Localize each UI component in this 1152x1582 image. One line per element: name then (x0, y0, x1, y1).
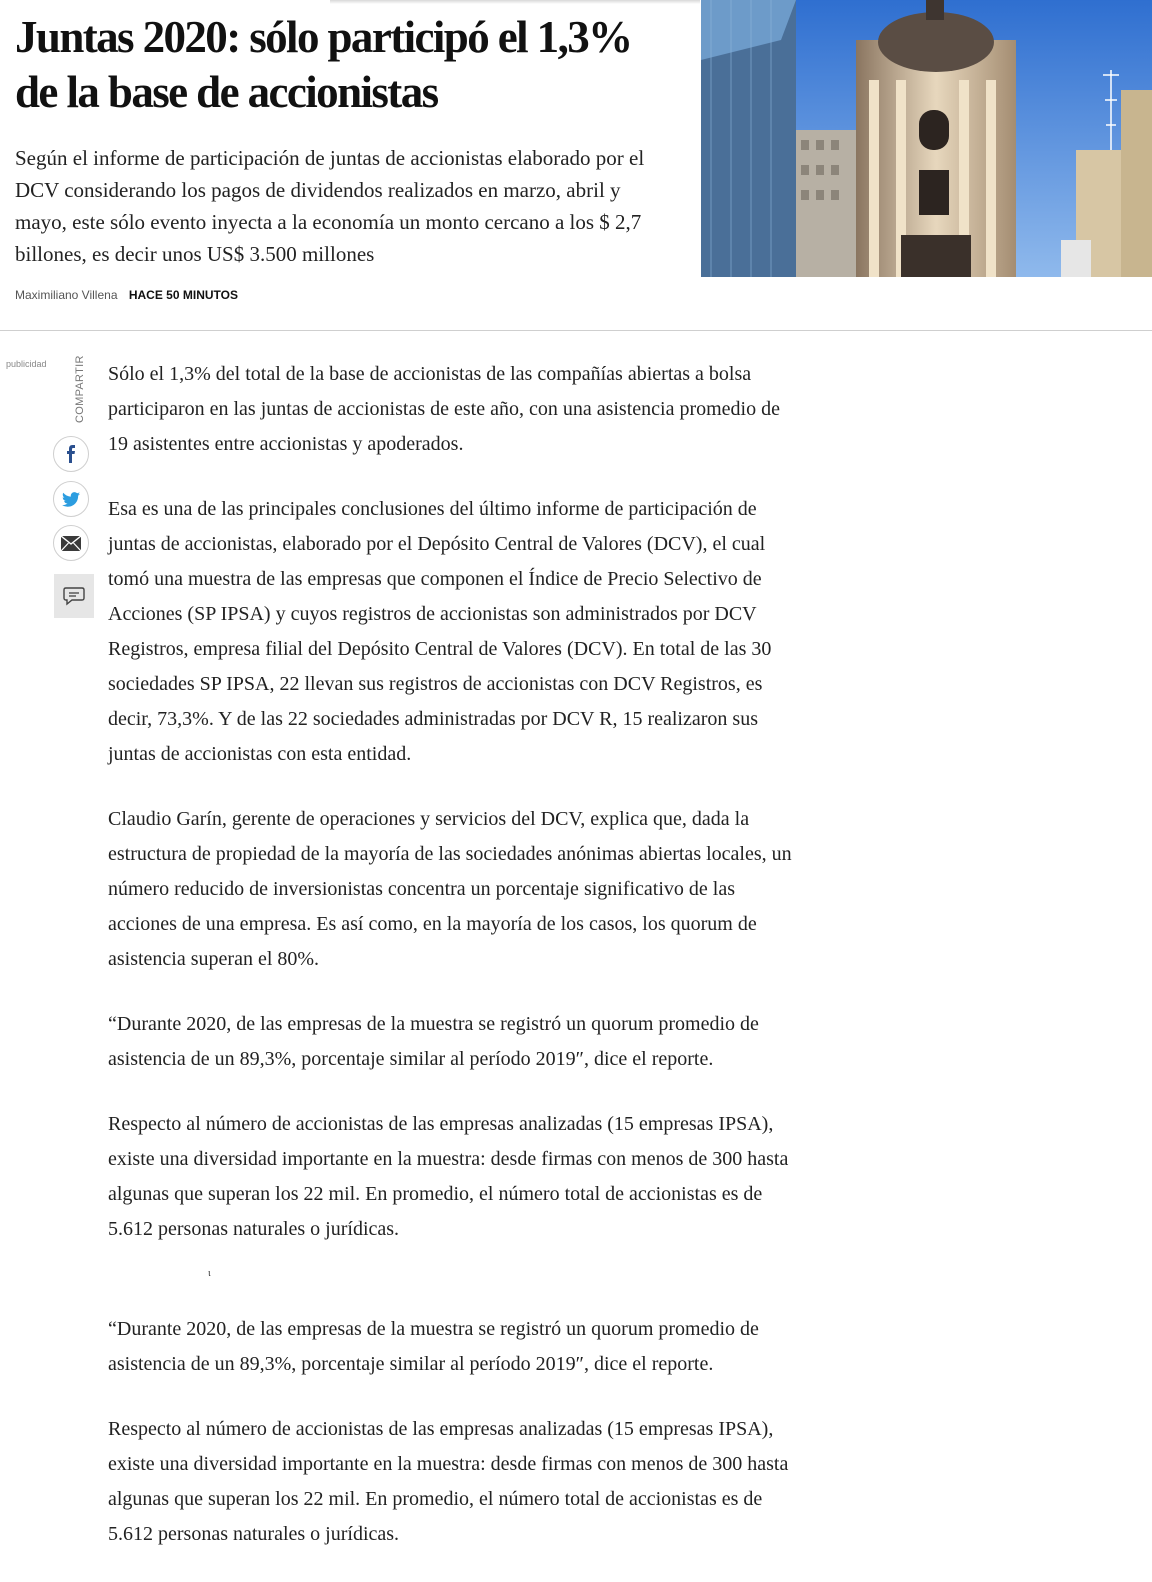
byline (15, 288, 238, 302)
article-summary: Según el informe de participación de juntas de accionistas elaborado por el DCV considerando los pagos de dividendos realizados en marzo, abril y mayo, este sólo evento inyecta a la economía un monto cercano a los $ 2,7 billones, es decir unos US$ 3.500 millones (15, 146, 645, 266)
article-headline: Juntas 2020: sólo participó el 1,3% de la base de accionistas (15, 12, 632, 117)
author-link[interactable]: Maximiliano Villena (15, 288, 118, 302)
body-paragraph: Esa es una de las principales conclusiones del último informe de participación de juntas de accionistas, elaborado por el Depósito Central de Valores (DCV), el cual tomó una muestra de las empresas que componen el Índice de Precio Selectivo de Acciones (SP IPSA) y cuyos registros de accionistas son administrados por DCV Registros, empresa filial del Depósito Central de Valores (DCV). En total de las 30 sociedades SP IPSA, 22 llevan sus registros de accionistas con DCV Registros, es decir, 73,3%. Y de las 22 sociedades administradas por DCV R, 15 realizaron sus juntas de accionistas con esta entidad. (108, 498, 772, 765)
share-label: COMPARTIR (74, 355, 86, 423)
stock-exchange-building-illustration (701, 0, 1152, 277)
share-email-button[interactable] (53, 525, 89, 561)
twitter-icon (62, 492, 80, 507)
body-paragraph: Respecto al número de accionistas de las empresas analizadas (15 empresas IPSA), existe una diversidad importante en la muestra: desde firmas con menos de 300 hasta algunas que superan los 22 mil. En promedio, el número total de accionistas es de 5.612 personas naturales o jurídicas. (108, 1418, 789, 1545)
hero-image (701, 0, 1152, 277)
publish-time: HACE 50 MINUTOS (128, 288, 238, 302)
email-icon (61, 536, 81, 551)
article-body (108, 357, 798, 1277)
facebook-icon (64, 445, 78, 463)
body-paragraph: Respecto al número de accionistas de las empresas analizadas (15 empresas IPSA), existe una diversidad importante en la muestra: desde firmas con menos de 300 hasta algunas que superan los 22 mil. En promedio, el número total de accionistas es de 5.612 personas naturales o jurídicas. (108, 1113, 789, 1240)
ad-label: publicidad (6, 359, 47, 369)
body-paragraph: Sólo el 1,3% del total de la base de accionistas de las compañías abiertas a bolsa participaron en las juntas de accionistas de este año, con una asistencia promedio de 19 asistentes entre accionistas y apoderados. (108, 363, 780, 455)
top-shadow (330, 0, 700, 4)
article-body-continued (108, 1312, 798, 1582)
share-twitter-button[interactable] (53, 481, 89, 517)
inline-separator: ι (208, 1268, 211, 1279)
header-divider (0, 330, 1152, 331)
body-paragraph: “Durante 2020, de las empresas de la muestra se registró un quorum promedio de asistencia de un 89,3%, porcentaje similar al período 2019″, dice el reporte. (108, 1013, 759, 1070)
body-paragraph: Claudio Garín, gerente de operaciones y servicios del DCV, explica que, dada la estructura de propiedad de la mayoría de las sociedades anónimas abiertas locales, un número reducido de inversionistas concentra un porcentaje significativo de las acciones de una empresa. Es así como, en la mayoría de los casos, los quorum de asistencia superan el 80%. (108, 808, 792, 970)
comment-icon (63, 586, 85, 606)
body-paragraph: “Durante 2020, de las empresas de la muestra se registró un quorum promedio de asistencia de un 89,3%, porcentaje similar al período 2019″, dice el reporte. (108, 1318, 759, 1375)
comments-button[interactable] (54, 574, 94, 618)
share-facebook-button[interactable] (53, 436, 89, 472)
